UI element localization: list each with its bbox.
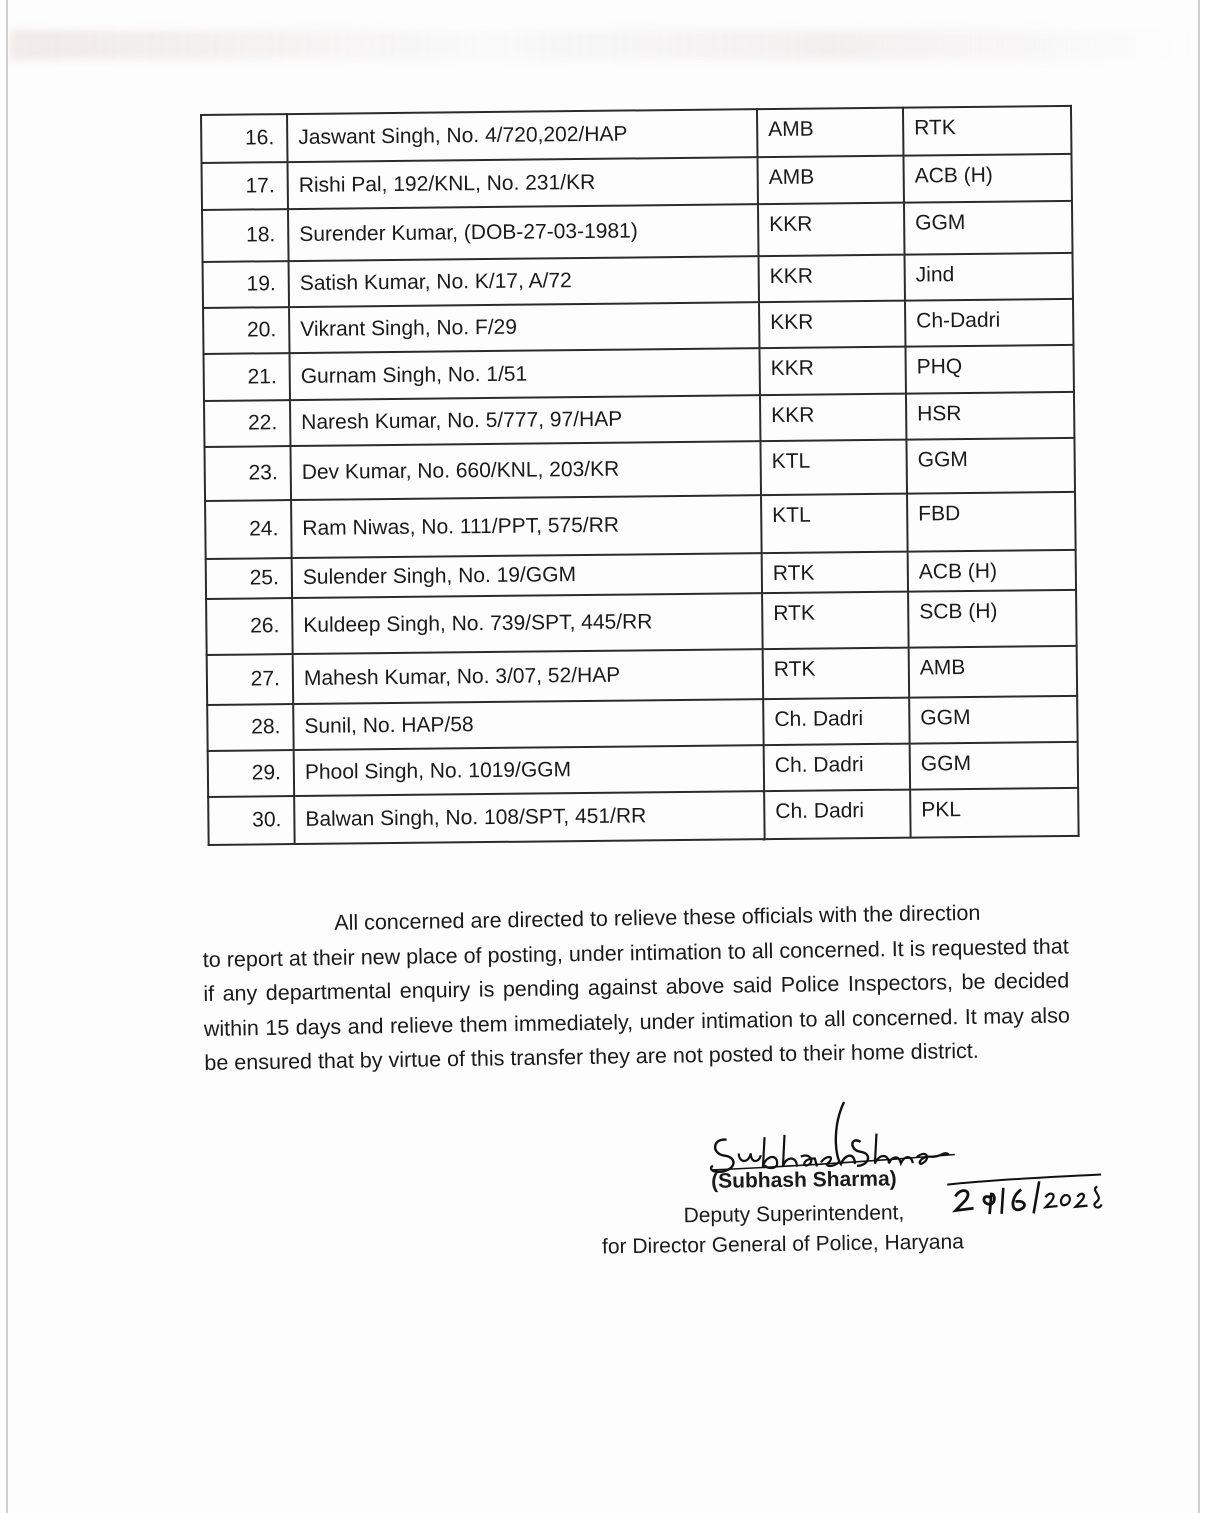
to-district-cell: ACB (H) xyxy=(903,154,1071,203)
official-name-cell: Vikrant Singh, No. F/29 xyxy=(289,302,759,353)
official-name-cell: Balwan Singh, No. 108/SPT, 451/RR xyxy=(294,791,764,844)
to-district-cell: PHQ xyxy=(905,345,1073,394)
serial-number-cell: 30. xyxy=(208,796,294,845)
official-name-cell: Sunil, No. HAP/58 xyxy=(293,699,763,750)
serial-number-cell: 26. xyxy=(206,598,293,655)
from-district-cell: AMB xyxy=(757,156,903,205)
to-district-cell: Jind xyxy=(905,253,1073,301)
to-district-cell: GGM xyxy=(910,742,1078,790)
serial-number-cell: 17. xyxy=(202,162,288,210)
serial-number-cell: 18. xyxy=(202,209,289,262)
serial-number-cell: 24. xyxy=(205,500,292,559)
official-name-cell: Dev Kumar, No. 660/KNL, 203/KR xyxy=(290,441,761,500)
official-name-cell: Satish Kumar, No. K/17, A/72 xyxy=(289,256,759,307)
from-district-cell: KTL xyxy=(760,440,907,496)
official-name-cell: Naresh Kumar, No. 5/777, 97/HAP xyxy=(290,395,760,446)
signatory-name: (Subhash Sharma) xyxy=(710,1167,897,1193)
to-district-cell: ACB (H) xyxy=(908,550,1076,592)
table-row xyxy=(208,788,1078,845)
serial-number-cell: 22. xyxy=(204,400,290,447)
from-district-cell: KKR xyxy=(758,203,905,257)
handwritten-date xyxy=(941,1172,1112,1218)
from-district-cell: AMB xyxy=(757,108,903,158)
serial-number-cell: 29. xyxy=(208,750,294,797)
serial-number-cell: 16. xyxy=(201,114,287,163)
serial-number-cell: 20. xyxy=(203,307,289,354)
table-row xyxy=(205,492,1076,559)
official-name-cell: Gurnam Singh, No. 1/51 xyxy=(290,348,760,400)
transfer-table-wrap xyxy=(200,105,1084,846)
from-district-cell: RTK xyxy=(763,648,910,700)
from-district-cell: KKR xyxy=(759,301,905,349)
to-district-cell: GGM xyxy=(906,438,1075,494)
serial-number-cell: 25. xyxy=(206,558,292,599)
scan-smudge xyxy=(10,30,1190,60)
from-district-cell: KKR xyxy=(759,347,905,396)
to-district-cell: GGM xyxy=(909,696,1077,744)
to-district-cell: SCB (H) xyxy=(908,590,1077,648)
to-district-cell: PKL xyxy=(910,788,1078,838)
paragraph-body: to report at their new place of posting, under intimation to all concerned. It is requested that if any departmental enquiry is pending against above said Police Inspectors, be decided within 15 days and relieve them immediately, under intimation to all concerned. It may also be ensured that by virtue of this transfer they are not posted to their home district. xyxy=(202,933,1070,1075)
signatory-designation: Deputy Superintendent, xyxy=(683,1201,905,1228)
from-district-cell: KKR xyxy=(760,394,906,442)
to-district-cell: AMB xyxy=(909,646,1078,698)
official-name-cell: Kuldeep Singh, No. 739/SPT, 445/RR xyxy=(292,593,763,654)
table-row xyxy=(202,201,1072,262)
from-district-cell: Ch. Dadri xyxy=(763,698,909,746)
to-district-cell: HSR xyxy=(906,392,1074,440)
from-district-cell: Ch. Dadri xyxy=(764,790,910,840)
official-name-cell: Phool Singh, No. 1019/GGM xyxy=(294,745,764,796)
serial-number-cell: 23. xyxy=(204,446,291,501)
table-row xyxy=(204,438,1075,501)
signature-block xyxy=(560,1092,1122,1270)
from-district-cell: KKR xyxy=(759,255,905,303)
official-name-cell: Sulender Singh, No. 19/GGM xyxy=(292,553,762,598)
official-name-cell: Surender Kumar, (DOB-27-03-1981) xyxy=(288,204,759,261)
serial-number-cell: 27. xyxy=(207,654,294,705)
official-name-cell: Mahesh Kumar, No. 3/07, 52/HAP xyxy=(293,649,763,704)
to-district-cell: RTK xyxy=(903,106,1071,156)
table-row xyxy=(206,590,1077,655)
to-district-cell: FBD xyxy=(907,492,1076,552)
table-row xyxy=(207,646,1077,705)
from-district-cell: RTK xyxy=(762,552,908,594)
serial-number-cell: 21. xyxy=(204,353,290,401)
direction-paragraph xyxy=(202,894,1071,1080)
official-name-cell: Rishi Pal, 192/KNL, No. 231/KR xyxy=(288,157,758,209)
from-district-cell: RTK xyxy=(762,592,909,650)
serial-number-cell: 28. xyxy=(207,704,293,751)
official-name-cell: Jaswant Singh, No. 4/720,202/HAP xyxy=(287,109,757,162)
official-name-cell: Ram Niwas, No. 111/PPT, 575/RR xyxy=(291,495,762,558)
from-district-cell: KTL xyxy=(761,494,908,554)
from-district-cell: Ch. Dadri xyxy=(764,744,910,792)
paragraph-first-line: All concerned are directed to relieve these officials with the direction xyxy=(334,900,981,935)
to-district-cell: Ch-Dadri xyxy=(905,299,1073,347)
transfer-table xyxy=(200,105,1080,846)
serial-number-cell: 19. xyxy=(203,261,289,308)
signatory-office: for Director General of Police, Haryana xyxy=(601,1230,965,1259)
to-district-cell: GGM xyxy=(904,201,1073,255)
